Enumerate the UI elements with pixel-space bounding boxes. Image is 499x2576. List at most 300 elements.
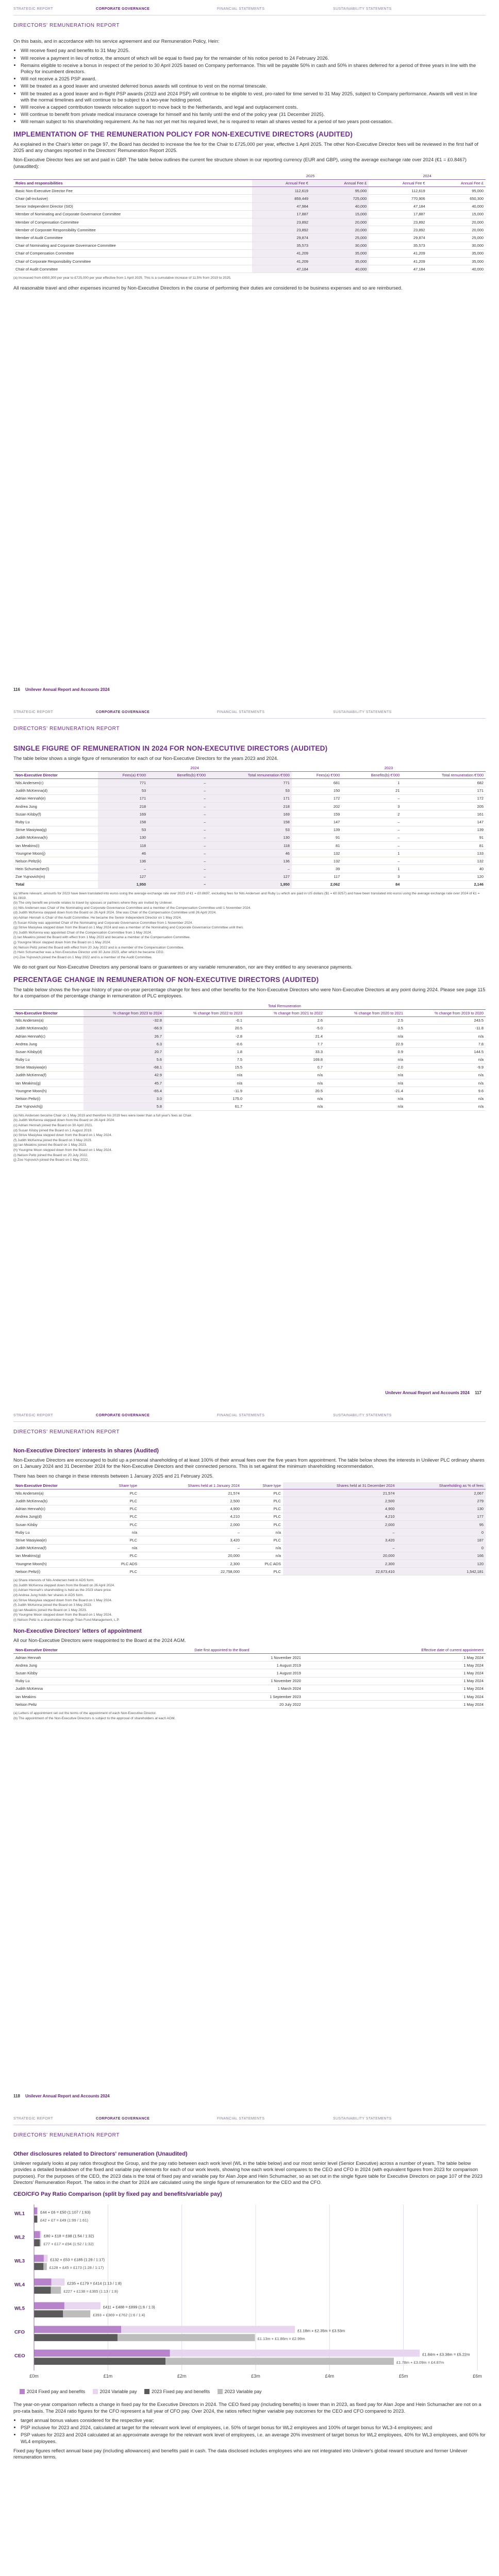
- table-cell: -9.9: [405, 1063, 486, 1071]
- table-row: [13, 779, 486, 787]
- table-cell: 1.8: [164, 1048, 244, 1056]
- letters-heading: Non-Executive Directors' letters of appointment: [13, 1628, 142, 1634]
- interests-text-2: There has been no change in these interests between 1 January 2025 and 21 February 2025.: [13, 1472, 214, 1479]
- table-cell: Nelson Peltz(i): [13, 1568, 98, 1575]
- nav-financial-statements[interactable]: FINANCIAL STATEMENTS: [217, 710, 265, 714]
- table-cell: 20,000: [139, 1552, 242, 1560]
- table-cell: 7.7: [244, 1040, 325, 1048]
- table-cell: PLC: [98, 1536, 139, 1544]
- nav-divider: [13, 718, 486, 719]
- table-cell: -0.6: [164, 1040, 244, 1048]
- table-cell: 1: [342, 850, 402, 857]
- table-cell: 1: [342, 779, 402, 787]
- table-cell: Member of Nominating and Corporate Governance Committee: [13, 210, 252, 218]
- table-cell: –: [148, 818, 208, 826]
- nav-corporate-governance[interactable]: CORPORATE GOVERNANCE: [96, 2117, 150, 2121]
- table-cell: Adrian Hennah: [13, 1654, 141, 1662]
- table-cell: Susan Kilsby(f): [13, 810, 98, 818]
- bar-2024-fixed: [34, 2231, 40, 2238]
- table-cell: 2,067: [397, 1489, 486, 1497]
- percentage-change-text: The table below shows the five-year history of year-on-year percentage change for fees and other benefits for the Non-Executive Directors who were Non-Executive Directors at any point during 2024. Please see page 115 for a comparison of the percentage change in remuneration of PLC employees.: [13, 986, 486, 999]
- table-cell: 20,000: [283, 1552, 397, 1560]
- table-cell: 47,984: [252, 202, 310, 210]
- x-tick-label: £5m: [398, 2373, 408, 2379]
- table-cell: 2,500: [139, 1497, 242, 1505]
- table-cell: PLC: [98, 1513, 139, 1520]
- table-cell: 35,000: [427, 249, 486, 257]
- page-footer: [13, 687, 110, 692]
- page-117-content: [13, 739, 486, 1167]
- table-row: [13, 1701, 486, 1708]
- table-cell: Susan Kilsby: [13, 1669, 141, 1677]
- list-item: • Will receive a capped contribution towards relocation support to move back to the Netherlands, and legal and outplacement costs.: [21, 104, 486, 110]
- table-cell: 23,892: [252, 226, 310, 234]
- table-cell: 15,000: [427, 210, 486, 218]
- table-cell: PLC: [98, 1505, 139, 1513]
- table-cell: 35,573: [252, 242, 310, 249]
- footnote: (h) Youngme Moon stepped down from the Board on 1 May 2024.: [13, 1613, 112, 1617]
- list-item: • PSP inclusive for 2023 and 2024, calculated at target for the relevant work level of employees, i.e. 50% of target bonus for WL2 employees and 100% of target bonus for WL3-4 employees; and: [21, 2425, 486, 2431]
- table-cell: 127: [98, 873, 148, 880]
- footnote: (i) Nelson Peltz is a shareholder through Trian Fund Management, L.P.: [13, 1618, 120, 1622]
- table-header: Non-Executive Director: [13, 1482, 98, 1489]
- bar-2023-fixed: [34, 2239, 40, 2246]
- table-row: [13, 265, 486, 273]
- table-header: Date first appointed to the Board: [141, 1647, 303, 1654]
- table-cell: Nils Andersen(a): [13, 1489, 98, 1497]
- table-row: [13, 1529, 486, 1536]
- table-cell: 147: [292, 818, 342, 826]
- table-header: Benefits(b) €'000: [148, 772, 208, 779]
- table-cell: 1 August 2019: [141, 1669, 303, 1677]
- table-cell: Ruby Lu: [13, 1529, 98, 1536]
- table-cell: 5.6: [84, 1056, 164, 1063]
- table-cell: 35,573: [369, 242, 427, 249]
- table-row: [13, 1568, 486, 1575]
- category-label: CEO: [14, 2353, 25, 2359]
- x-tick-label: £3m: [251, 2373, 260, 2379]
- table-cell: Member of Audit Committee: [13, 234, 252, 242]
- table-cell: 169: [98, 810, 148, 818]
- section-title: DIRECTORS' REMUNERATION REPORT: [13, 2132, 120, 2138]
- footnote: (g) Strive Masiyiwa stepped down from the Board on 1 May 2024 and was a member of the Nominating and Corporate Governance Committee until then.: [13, 926, 244, 930]
- bar-2024-fixed: [34, 2302, 64, 2309]
- table-cell: 53: [208, 787, 292, 794]
- table-header: Non-Executive Director: [13, 1009, 84, 1016]
- table-cell: 172: [402, 794, 486, 802]
- footnote: (b) Judith McKenna stepped down from the Board on 26 April 2024.: [13, 1583, 115, 1587]
- bar-data-label: £1.84m + £3.38m = £5.22m: [422, 2351, 470, 2357]
- nav-sustainability-statements[interactable]: SUSTAINABILITY STATEMENTS: [333, 7, 392, 11]
- table-cell: 1 May 2024: [303, 1701, 486, 1708]
- table-cell: 81: [402, 841, 486, 849]
- table-group-header: 2024: [98, 765, 292, 772]
- table-group-header: 2025: [252, 173, 369, 180]
- table-cell: 0.7: [244, 1063, 325, 1071]
- table-cell: 2,300: [139, 1560, 242, 1567]
- table-row: [13, 1552, 486, 1560]
- table-cell: 23,892: [369, 218, 427, 226]
- list-item: • PSP values for 2023 and 2024 calculated at an approximate average for the relevant work level of employees, i.e. an average 20% investment of target bonus for WL2 employees, 40% for WL3 employees, and 60% for WL4 employees.: [21, 2432, 486, 2444]
- table-cell: 127: [208, 873, 292, 880]
- table-cell: 47,184: [369, 265, 427, 273]
- table-cell: 35,000: [310, 257, 369, 265]
- table-cell: Ian Meakins(i): [13, 841, 98, 849]
- table-cell: 21,574: [139, 1489, 242, 1497]
- table-cell: 2,000: [139, 1520, 242, 1528]
- footer-brand: Unilever Annual Report and Accounts 2024: [25, 687, 110, 692]
- table-cell: –: [342, 826, 402, 834]
- table-header: Annual Fee £: [427, 180, 486, 187]
- table-cell: Zoe Yujnovich(m): [13, 873, 98, 880]
- table-cell: 21.4: [244, 1032, 325, 1040]
- table-row: [13, 249, 486, 257]
- table-cell: Susan Kilsby(d): [13, 1048, 84, 1056]
- footnote: (a) Letters of appointment set out the terms of the appointment of each Non-Executive Director.: [13, 1711, 157, 1716]
- table-row: [13, 865, 486, 873]
- table-cell: n/a: [325, 1095, 405, 1103]
- table-cell: 133: [402, 850, 486, 857]
- table-cell: –: [148, 850, 208, 857]
- percentage-change-heading: PERCENTAGE CHANGE IN REMUNERATION OF NON-EXECUTIVE DIRECTORS (AUDITED): [13, 975, 319, 984]
- table-cell: -65.4: [84, 1087, 164, 1095]
- list-item: • Remains eligible to receive a bonus in respect of the period to 30 April 2025 based on Company performance. This will be payable 50% in cash and 50% in shares deferred for a period of three years in line with the Policy for incumbent directors.: [21, 62, 486, 75]
- table-cell: 161: [402, 810, 486, 818]
- letters-table: [13, 1647, 486, 1708]
- list-item: • Will be treated as a good leaver and in-flight PSP awards (2023 and 2024 PSP) will continue to be eligible to vest, pro-rated for time served to 31 May 2025, subject to Company performance. Awards will vest in line with the normal timelines and will continue to be subject to a two-year holding period.: [21, 91, 486, 103]
- table-cell: 3: [342, 873, 402, 880]
- bar-2024-fixed: [34, 2255, 44, 2262]
- table-header: Fees(a) €'000: [292, 772, 342, 779]
- nav-strategic-report[interactable]: STRATEGIC REPORT: [13, 2117, 53, 2121]
- table-total-row: [13, 880, 486, 888]
- table-cell: n/a: [98, 1544, 139, 1552]
- table-cell: 771: [98, 779, 148, 787]
- table-cell: 41,209: [252, 249, 310, 257]
- table-cell: –: [342, 834, 402, 841]
- table-cell: Senior Independent Director (SID): [13, 202, 252, 210]
- table-cell: Adrian Hennah(c): [13, 1505, 98, 1513]
- table-cell: Adrian Hennah(e): [13, 794, 98, 802]
- nav-strategic-report[interactable]: STRATEGIC REPORT: [13, 1414, 53, 1417]
- nav-corporate-governance[interactable]: CORPORATE GOVERNANCE: [96, 710, 150, 714]
- table-cell: 218: [98, 802, 148, 810]
- table-cell: 4,210: [283, 1513, 397, 1520]
- table-cell: 0.9: [325, 1048, 405, 1056]
- bar-2024-variable: [37, 2207, 38, 2214]
- footnote: (b) The only benefit we provide relates to travel by spouses or partners where they are invited by Unilever.: [13, 901, 173, 905]
- table-row: [13, 841, 486, 849]
- table-cell: 45.7: [84, 1079, 164, 1087]
- nonexec-text: We do not grant our Non-Executive Directors any personal loans or guarantees or any variable remuneration, nor are they entitled to any severance payments.: [13, 964, 353, 970]
- table-cell: Ruby Lu: [13, 1677, 141, 1685]
- table-cell: 205: [402, 802, 486, 810]
- table-cell: Youngme Moon(h): [13, 1560, 98, 1567]
- section-title: DIRECTORS' REMUNERATION REPORT: [13, 726, 120, 732]
- bar-data-label: £1.13m + £1.86m = £2.99m: [257, 2336, 305, 2341]
- table-row: [13, 1497, 486, 1505]
- table-cell: 1,542,181: [397, 1568, 486, 1575]
- report-page-118: [0, 1406, 499, 2110]
- table-cell: n/a: [164, 1071, 244, 1079]
- nav-financial-statements[interactable]: FINANCIAL STATEMENTS: [217, 1414, 265, 1417]
- table-cell: n/a: [325, 1079, 405, 1087]
- bar-2024-variable: [40, 2231, 41, 2238]
- table-cell: Youngme Moon(j): [13, 850, 98, 857]
- bar-2024-fixed: [34, 2278, 52, 2285]
- bar-2023-variable: [118, 2334, 255, 2341]
- table-cell: 35,000: [427, 257, 486, 265]
- table-cell: 21,574: [283, 1489, 397, 1497]
- bar-2023-variable: [51, 2286, 61, 2294]
- table-cell: Judith McKenna(f): [13, 1544, 98, 1552]
- table-cell: 25,000: [310, 234, 369, 242]
- table-cell: 2,062: [292, 880, 342, 888]
- table-cell: 1 May 2024: [303, 1654, 486, 1662]
- fees-table-note: (a) Increased from £650,300 per year to £725,000 per year effective from 1 April 2025. This is a cumulative increase of 11.5% from 2019 to 2025.: [13, 276, 231, 280]
- letters-text: All our Non-Executive Directors were reappointed to the Board at the 2024 AGM.: [13, 1637, 186, 1643]
- table-header: Annual Fee £: [310, 180, 369, 187]
- table-cell: 6.3: [84, 1040, 164, 1048]
- table-cell: Nelson Peltz(i): [13, 1095, 84, 1103]
- section-title: DIRECTORS' REMUNERATION REPORT: [13, 1429, 120, 1435]
- footnote: (m) Zoe Yujnovich joined the Board on 1 May 2022 and is a member of the Audit Committee.: [13, 955, 153, 959]
- table-cell: 130: [397, 1505, 486, 1513]
- table-cell: Chair of Compensation Committee: [13, 249, 252, 257]
- table-cell: 130: [98, 834, 148, 841]
- table-cell: Judith McKenna(b): [13, 1497, 98, 1505]
- table-cell: Adrian Hennah(c): [13, 1032, 84, 1040]
- table-cell: 175.0: [164, 1095, 244, 1103]
- table-cell: 15,000: [310, 210, 369, 218]
- bar-data-label: £42 + £7 = £49 (1:99 / 1:61): [40, 2217, 89, 2223]
- bar-data-label: £1.18m + £2.35m = £3.53m: [297, 2328, 345, 2333]
- bar-data-label: £393 + £369 = £762 (1:6 / 1:4): [93, 2312, 145, 2317]
- footnote: (g) Ian Meakins joined the Board on 1 May 2023.: [13, 1143, 87, 1147]
- table-cell: -2.8: [164, 1032, 244, 1040]
- legend-swatch: [20, 2389, 25, 2394]
- nav-strategic-report[interactable]: STRATEGIC REPORT: [13, 710, 53, 714]
- top-navigation: [13, 710, 486, 718]
- footnote: (a) Share interests of Nils Andersen held in ADS form.: [13, 1579, 95, 1583]
- table-cell: Strive Masiyiwa(g): [13, 826, 98, 834]
- table-cell: Judith McKenna(b): [13, 1024, 84, 1032]
- table-cell: 0: [397, 1529, 486, 1536]
- table-cell: 120: [397, 1560, 486, 1567]
- table-cell: Judith McKenna(d): [13, 787, 98, 794]
- table-cell: 40,000: [427, 265, 486, 273]
- table-row: [13, 210, 486, 218]
- table-cell: –: [148, 865, 208, 873]
- footnote: (a) Where relevant, amounts for 2023 have been translated into euros using the average exchange rate over 2023 of €1 = £0.8697, excluding fees for Nils Andersen and Ruby Lu which are paid in US dollars ($1 = €0.9257) and have been translated into euros using the average exchange rate over 2024 of €1 = $1.0819.: [13, 892, 480, 900]
- bar-2024-variable: [170, 2349, 420, 2357]
- table-cell: PLC ADS: [98, 1560, 139, 1567]
- nav-sustainability-statements[interactable]: SUSTAINABILITY STATEMENTS: [333, 2117, 392, 2121]
- footer-brand: Unilever Annual Report and Accounts 2024: [385, 1391, 470, 1395]
- table-cell: 46: [208, 850, 292, 857]
- table-row: [13, 234, 486, 242]
- footnote: (g) Ian Meakins joined the Board on 1 May 2023.: [13, 1608, 87, 1612]
- table-cell: –: [342, 818, 402, 826]
- top-navigation: [13, 7, 486, 14]
- bar-2024-fixed: [34, 2207, 37, 2214]
- table-row: [13, 1071, 486, 1079]
- table-cell: 171: [208, 794, 292, 802]
- table-cell: PLC: [98, 1497, 139, 1505]
- table-cell: 171: [98, 794, 148, 802]
- list-item: • Will receive fixed pay and benefits to 31 May 2025.: [21, 47, 486, 54]
- table-row: [13, 787, 486, 794]
- page-number: 116: [13, 687, 20, 692]
- table-cell: Hein Schumacher(l): [13, 865, 98, 873]
- table-cell: 20,000: [310, 226, 369, 234]
- table-cell: Basic Non-Executive Director Fee: [13, 187, 252, 195]
- table-cell: n/a: [242, 1544, 283, 1552]
- other-disclosures-heading: Other disclosures related to Directors' remuneration (Unaudited): [13, 2151, 188, 2157]
- category-label: WL5: [14, 2306, 25, 2312]
- table-cell: 1 May 2024: [303, 1669, 486, 1677]
- nav-divider: [13, 1421, 486, 1422]
- table-cell: –: [148, 873, 208, 880]
- nav-sustainability-statements[interactable]: SUSTAINABILITY STATEMENTS: [333, 1414, 392, 1417]
- table-row: [13, 826, 486, 834]
- table-cell: 139: [402, 826, 486, 834]
- table-cell: 650,300: [427, 195, 486, 202]
- table-row: [13, 242, 486, 249]
- footnote: (h) Judith McKenna was appointed Chair of the Compensation Committee from 1 May 2024.: [13, 930, 152, 935]
- table-cell: 2.5: [325, 1016, 405, 1024]
- nav-corporate-governance[interactable]: CORPORATE GOVERNANCE: [96, 1414, 150, 1417]
- table-row: [13, 1662, 486, 1669]
- table-row: [13, 257, 486, 265]
- page-number: 118: [13, 2094, 20, 2098]
- page-118-content: [13, 1443, 486, 1725]
- pay-ratio-chart-svg: [13, 2200, 486, 2386]
- table-row: [13, 1016, 486, 1024]
- top-navigation: [13, 1414, 486, 1421]
- table-cell: PLC: [242, 1568, 283, 1575]
- table-cell: 139: [292, 826, 342, 834]
- bar-2024-variable: [64, 2302, 101, 2309]
- table-cell: 1 November 2020: [141, 1677, 303, 1685]
- table-header: Annual Fee €: [252, 180, 310, 187]
- legend-swatch: [218, 2389, 223, 2394]
- table-cell: 279: [397, 1497, 486, 1505]
- fees-text: Non-Executive Director fees are set and paid in GBP. The table below outlines the current fee structure shown in our reporting currency (EUR and GBP), using the average exchange rate over 2024 (€1 = £0.8467) (unaudited):: [13, 157, 467, 169]
- table-cell: –: [148, 857, 208, 865]
- nav-corporate-governance[interactable]: CORPORATE GOVERNANCE: [96, 7, 150, 11]
- page-number: 117: [475, 1391, 481, 1395]
- table-cell: 21: [342, 787, 402, 794]
- table-cell: -3.5: [325, 1024, 405, 1032]
- table-row: [13, 1063, 486, 1071]
- table-cell: Judith McKenna: [13, 1685, 141, 1692]
- bar-data-label: £235 + £179 = £414 (1:13 / 1:8): [67, 2280, 122, 2285]
- list-item: • Will be treated as a good leaver and unvested deferred bonus awards will continue to vest on the normal timescale.: [21, 83, 486, 89]
- footnote: (e) Adrian Hennah is Chair of the Audit Committee. He became the Senior Independent Director on 1 May 2024.: [13, 916, 182, 920]
- footnote: (i) Nelson Peltz joined the Board on 20 July 2022.: [13, 1153, 88, 1157]
- bar-2023-fixed: [34, 2263, 43, 2270]
- footnote: (a) Nils Andersen became Chair on 1 May 2019 and therefore his 2019 fees were lower than a full year's fees as Chair.: [13, 1113, 192, 1117]
- table-cell: n/a: [405, 1079, 486, 1087]
- table-cell: 95,000: [427, 187, 486, 195]
- legend-label: 2023 Variable pay: [224, 2388, 262, 2394]
- table-cell: –: [139, 1544, 242, 1552]
- table-cell: 117: [292, 873, 342, 880]
- table-cell: Ian Meakins(g): [13, 1079, 84, 1087]
- table-cell: 3,420: [139, 1536, 242, 1544]
- table-cell: –: [148, 787, 208, 794]
- table-cell: n/a: [405, 1095, 486, 1103]
- after-chart-text: The year-on-year comparison reflects a change in fixed pay for the Executive Directors in 2024. The CEO fixed pay (including benefits) is lower than in 2023, as fixed pay for Alan Jope and Hein Schumacher are not on a pro-rata basis. The 2024 ratio figures for the CFO represent a full year of CFO pay. Over 2024, the ratios reflect higher variable pay outcomes for the CEO and CFO compared to 2023.: [13, 2401, 481, 2414]
- table-cell: n/a: [405, 1103, 486, 1110]
- table-cell: 172: [292, 794, 342, 802]
- table-cell: PLC: [242, 1497, 283, 1505]
- category-label: WL3: [14, 2258, 25, 2264]
- report-page-119: [0, 2110, 499, 2576]
- table-cell: –: [139, 1529, 242, 1536]
- table-cell: –: [148, 834, 208, 841]
- table-cell: 39: [292, 865, 342, 873]
- table-header: % change from 2019 to 2020: [405, 1009, 486, 1016]
- table-cell: -0.1: [164, 1016, 244, 1024]
- table-cell: n/a: [325, 1103, 405, 1110]
- table-row: [13, 1048, 486, 1056]
- table-cell: 35,000: [310, 249, 369, 257]
- table-cell: 770,906: [369, 195, 427, 202]
- bar-2023-variable: [43, 2263, 46, 2270]
- nav-financial-statements[interactable]: FINANCIAL STATEMENTS: [217, 7, 265, 11]
- table-cell: 118: [208, 841, 292, 849]
- list-item: • Will receive a payment in lieu of notice, the amount of which will be equal to fixed pay for the remainder of his notice period to 24 February 2026.: [21, 55, 486, 61]
- table-cell: Judith McKenna(h): [13, 834, 98, 841]
- table-cell: –: [283, 1544, 397, 1552]
- table-header: Total remuneration €'000: [208, 772, 292, 779]
- interests-text: Non-Executive Directors are encouraged to build up a personal shareholding of at least 100% of their annual fees over the five years from appointment. The table below shows the interests in Unilever PLC ordinary shares on 1 January 2024 and 31 December 2024 for the Non-Executive Directors and their connected persons. This is set against the minimum shareholding recommendation.: [13, 1457, 485, 1469]
- nav-financial-statements[interactable]: FINANCIAL STATEMENTS: [217, 2117, 265, 2121]
- table-header: % change from 2021 to 2022: [244, 1009, 325, 1016]
- table-cell: Chair of Audit Committee: [13, 265, 252, 273]
- nav-sustainability-statements[interactable]: SUSTAINABILITY STATEMENTS: [333, 710, 392, 714]
- bar-2023-fixed: [34, 2286, 51, 2294]
- table-cell: 53: [98, 826, 148, 834]
- table-cell: 243.5: [405, 1016, 486, 1024]
- table-cell: 169.8: [244, 1056, 325, 1063]
- table-cell: 9.6: [405, 1087, 486, 1095]
- implementation-heading: IMPLEMENTATION OF THE REMUNERATION POLICY FOR NON-EXECUTIVE DIRECTORS (AUDITED): [13, 130, 353, 138]
- bar-data-label: £1.78m + £3.09m = £4.87m: [396, 2360, 444, 2365]
- table-header: Shares held at 1 January 2024: [139, 1482, 242, 1489]
- table-cell: 177: [397, 1513, 486, 1520]
- table-cell: 4,900: [139, 1505, 242, 1513]
- list-item: • Will continue to benefit from private medical insurance coverage for himself and his family until the end of the policy year (31 December 2025).: [21, 111, 486, 117]
- table-cell: 1 May 2024: [303, 1662, 486, 1669]
- nav-strategic-report[interactable]: STRATEGIC REPORT: [13, 7, 53, 11]
- table-cell: –: [208, 865, 292, 873]
- table-cell: 23,892: [252, 218, 310, 226]
- table-cell: 15.5: [164, 1063, 244, 1071]
- table-cell: 20.7: [84, 1048, 164, 1056]
- table-cell: 2,500: [283, 1497, 397, 1505]
- table-cell: 1: [342, 865, 402, 873]
- table-cell: 40,000: [427, 202, 486, 210]
- table-cell: 112,619: [252, 187, 310, 195]
- footnote: (k) Nelson Peltz joined the Board with effect from 20 July 2022 and is a member of the Compensation Committee.: [13, 945, 185, 950]
- table-cell: PLC: [98, 1520, 139, 1528]
- table-cell: PLC: [242, 1513, 283, 1520]
- footnote: (b) Judith McKenna stepped down from the Board on 26 April 2024.: [13, 1118, 115, 1123]
- table-cell: -32.8: [84, 1016, 164, 1024]
